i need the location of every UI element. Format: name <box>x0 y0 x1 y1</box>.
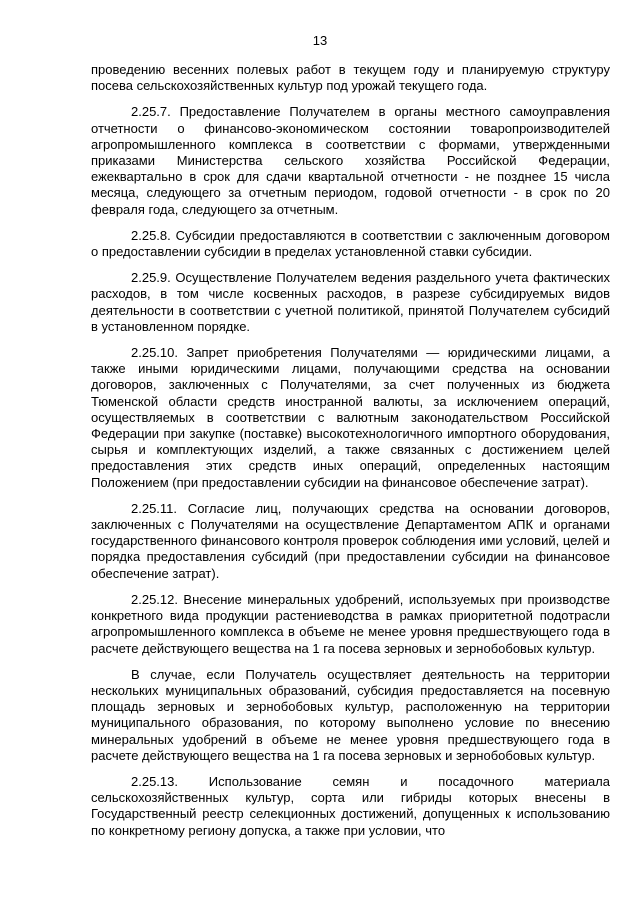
paragraph-2-25-11: 2.25.11. Согласие лиц, получающих средства на основании договоров, заключенных с Получателями на осуществление Департаментом АПК и органами государственного финансового контроля проверок соблюдения ими условий, целей и порядка предоставления субсидий (при предоставлении субсидии на финансовое обеспечение затрат). <box>91 500 610 581</box>
paragraph-2-25-7: 2.25.7. Предоставление Получателем в органы местного самоуправления отчетности о финансово-экономическом состоянии товаропроизводителей агропромышленного комплекса в соответствии с формами, утвержденными приказами Министерства сельского хозяйства Российской Федерации, ежеквартально в срок для сдачи квартальной отчетности - не позднее 15 числа месяца, следующего за отчетным периодом, годовой отчетности - в срок по 20 февраля года, следующего за отчетным. <box>91 104 610 217</box>
paragraph-2-25-13: 2.25.13. Использование семян и посадочного материала сельскохозяйственных культур, сорта или гибриды которых внесены в Государственный реестр селекционных достижений, допущенных к использованию по конкретному региону допуска, а также при условии, что <box>91 773 610 838</box>
paragraph-continuation: проведению весенних полевых работ в текущем году и планируемую структуру посева сельскохозяйственных культур под урожай текущего года. <box>91 62 610 94</box>
paragraph-2-25-12: 2.25.12. Внесение минеральных удобрений, используемых при производстве конкретного вида продукции растениеводства в рамках приоритетной подотрасли агропромышленного комплекса в объеме не менее уровня предшествующего года в расчете действующего вещества на 1 га посева зерновых и зернобобовых культур. <box>91 591 610 656</box>
paragraph-2-25-10: 2.25.10. Запрет приобретения Получателями — юридическими лицами, а также иными юридическими лицами, получающими средства на основании договоров, заключенных с Получателями, за счет полученных из бюджета Тюменской области средств иностранной валюты, за исключением операций, осуществляемых в соответствии с валютным законодательством Российской Федерации при закупке (поставке) высокотехнологичного импортного оборудования, сырья и комплектующих изделий, а также связанных с достижением целей предоставления этих средств иных операций, определенных настоящим Положением (при предоставлении субсидии на финансовое обеспечение затрат). <box>91 345 610 490</box>
paragraph-2-25-8: 2.25.8. Субсидии предоставляются в соответствии с заключенным договором о предоставлении субсидии в пределах установленной ставки субсидии. <box>91 227 610 260</box>
paragraph-2-25-9: 2.25.9. Осуществление Получателем ведения раздельного учета фактических расходов, в том числе косвенных расходов, в разрезе субсидируемых видов деятельности в соответствии с учетной политикой, принятой Получателем субсидий в установленном порядке. <box>91 270 610 334</box>
paragraph-2-25-12-case: В случае, если Получатель осуществляет деятельность на территории нескольких муниципальных образований, субсидия предоставляется на посевную площадь зерновых и зернобобовых культур, расположенную на территории муниципального образования, по которому выполнено условие по внесению минеральных удобрений в объеме не менее уровня предшествующего года в расчете действующего вещества на 1 га посева зерновых и зернобобовых культур. <box>91 666 610 763</box>
document-body <box>91 62 610 839</box>
page-number: 13 <box>312 33 328 48</box>
